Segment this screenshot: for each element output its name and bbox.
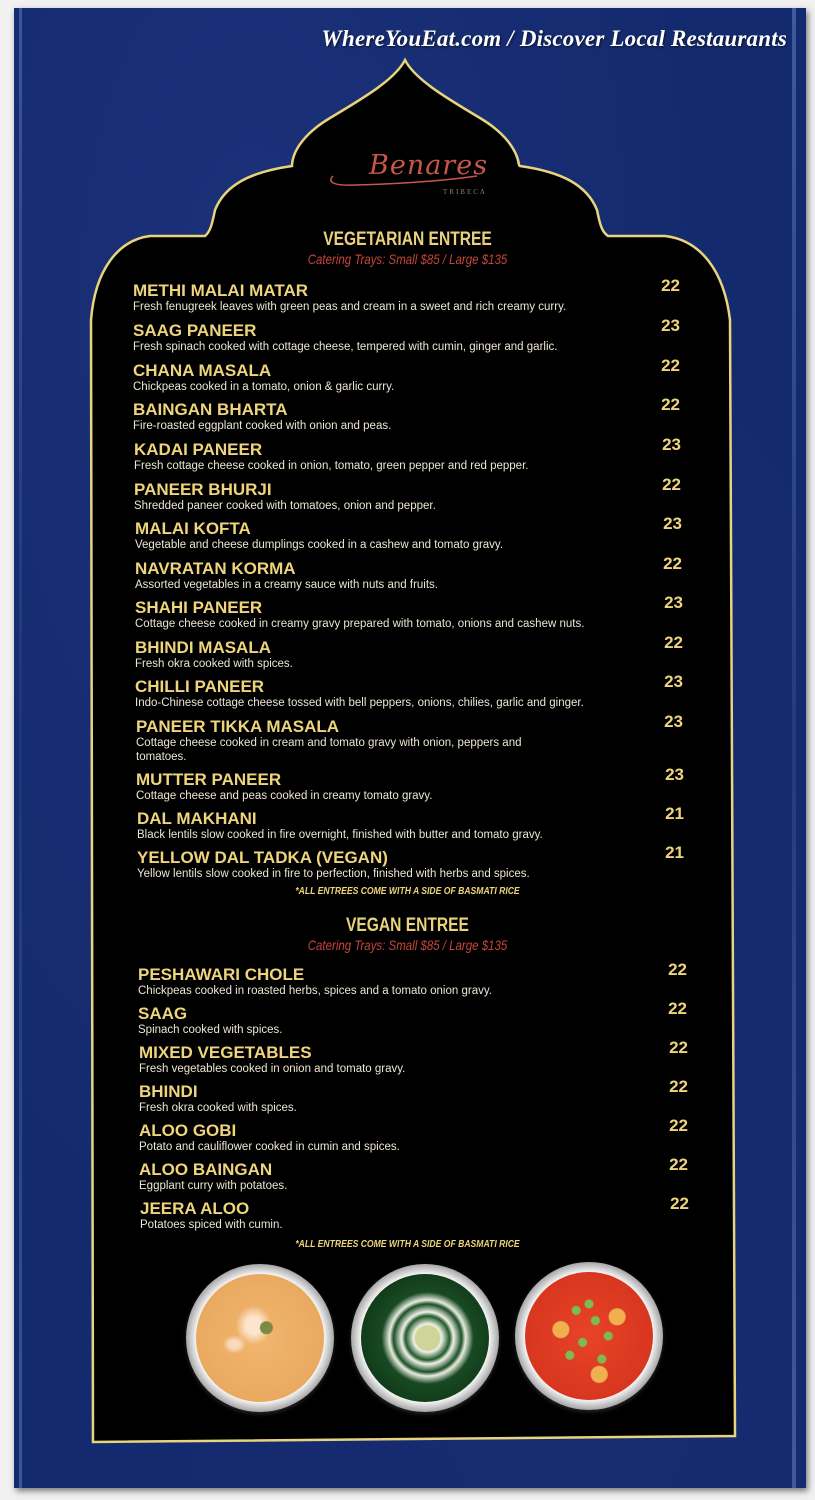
- section-title-vegan: VEGAN ENTREE: [346, 915, 469, 936]
- item-name: JEERA ALOO: [140, 1199, 250, 1218]
- item-name: MUTTER PANEER: [136, 770, 282, 789]
- item-price: 22: [664, 633, 683, 652]
- item-description: Fire-roasted eggplant cooked with onion and peas.: [133, 420, 392, 432]
- menu-item: [135, 677, 584, 710]
- item-price: 22: [661, 395, 680, 414]
- menu-item: [139, 1121, 400, 1154]
- menu-item: [133, 400, 391, 433]
- item-name: BAINGAN BHARTA: [133, 400, 288, 419]
- menu-item: [138, 965, 492, 998]
- item-name: ALOO BAINGAN: [139, 1160, 273, 1179]
- item-description: Assorted vegetables in a creamy sauce with nuts and fruits.: [135, 579, 438, 591]
- item-name: NAVRATAN KORMA: [135, 559, 296, 578]
- item-price: 22: [663, 554, 682, 573]
- item-description: Cottage cheese cooked in creamy gravy prepared with tomato, onions and cashew nuts.: [135, 618, 585, 630]
- item-price: 23: [662, 435, 681, 454]
- item-name: CHANA MASALA: [133, 361, 272, 380]
- item-description: Vegetable and cheese dumplings cooked in a cashew and tomato gravy.: [135, 539, 504, 551]
- item-price: 23: [665, 765, 684, 784]
- menu-item: [137, 809, 543, 842]
- item-price: 22: [668, 999, 687, 1018]
- menu-item: [136, 717, 546, 764]
- item-name: DAL MAKHANI: [137, 809, 257, 828]
- item-description: Fresh cottage cheese cooked in onion, tomato, green pepper and red pepper.: [134, 460, 529, 472]
- item-name: SAAG: [138, 1004, 188, 1023]
- menu-item: [139, 1043, 405, 1076]
- item-price: 22: [661, 276, 680, 295]
- menu-item: [139, 1082, 297, 1115]
- saag-bowl-photo: [351, 1264, 499, 1412]
- item-description: Chickpeas cooked in a tomato, onion & garlic curry.: [133, 381, 395, 393]
- item-price: 21: [665, 843, 684, 862]
- item-description: Spinach cooked with spices.: [138, 1024, 283, 1036]
- item-description: Cottage cheese cooked in cream and tomato gravy with onion, peppers and tomatoes.: [136, 737, 522, 763]
- item-description: Fresh okra cooked with spices.: [139, 1102, 297, 1114]
- item-price: 23: [664, 672, 683, 691]
- section-title-vegetarian: VEGETARIAN ENTREE: [323, 229, 492, 250]
- item-name: SAAG PANEER: [133, 321, 257, 340]
- menu-item: [135, 519, 503, 552]
- rice-note-vegetarian: *ALL ENTREES COME WITH A SIDE OF BASMATI RICE: [295, 885, 520, 897]
- menu-item: [138, 1004, 282, 1037]
- korma-curry-image: [196, 1274, 324, 1402]
- menu-item: [139, 1160, 287, 1193]
- item-name: CHILLI PANEER: [135, 677, 265, 696]
- item-price: 22: [669, 1038, 688, 1057]
- item-name: PANEER BHURJI: [134, 480, 272, 499]
- menu-item: [140, 1199, 283, 1232]
- menu-item: [135, 638, 293, 671]
- menu-item: [134, 480, 436, 513]
- item-price: 22: [668, 960, 687, 979]
- item-price: 22: [669, 1077, 688, 1096]
- menu-item: [135, 559, 438, 592]
- item-description: Fresh vegetables cooked in onion and tomato gravy.: [139, 1063, 406, 1075]
- item-name: PANEER TIKKA MASALA: [136, 717, 340, 736]
- rice-note-vegan: *ALL ENTREES COME WITH A SIDE OF BASMATI RICE: [295, 1238, 520, 1250]
- item-description: Shredded paneer cooked with tomatoes, onion and pepper.: [134, 500, 436, 512]
- item-description: Fresh okra cooked with spices.: [135, 658, 293, 670]
- item-name: METHI MALAI MATAR: [133, 281, 309, 300]
- item-name: KADAI PANEER: [134, 440, 263, 459]
- logo-name: Benares: [369, 150, 489, 181]
- item-name: PESHAWARI CHOLE: [138, 965, 305, 984]
- item-name: BHINDI MASALA: [135, 638, 271, 657]
- item-description: Cottage cheese and peas cooked in creamy tomato gravy.: [136, 790, 433, 802]
- item-price: 23: [661, 316, 680, 335]
- item-price: 21: [665, 804, 684, 823]
- item-price: 23: [663, 514, 682, 533]
- menu-item: [133, 281, 566, 314]
- site-watermark: WhereYouEat.com / Discover Local Restaurants: [321, 26, 787, 51]
- item-price: 22: [669, 1155, 688, 1174]
- item-name: ALOO GOBI: [139, 1121, 237, 1140]
- menu-item: [135, 598, 584, 631]
- item-name: MALAI KOFTA: [135, 519, 251, 538]
- item-name: BHINDI: [139, 1082, 198, 1101]
- mutter-paneer-bowl-photo: [515, 1262, 663, 1410]
- logo-location: TRIBECA: [443, 188, 487, 196]
- item-description: Black lentils slow cooked in fire overnight, finished with butter and tomato gravy.: [137, 829, 543, 841]
- item-price: 23: [664, 712, 683, 731]
- item-name: MIXED VEGETABLES: [139, 1043, 312, 1062]
- korma-bowl-photo: [186, 1264, 334, 1412]
- menu-item: [137, 848, 530, 881]
- item-name: SHAHI PANEER: [135, 598, 263, 617]
- mutter-paneer-image: [525, 1272, 653, 1400]
- restaurant-logo: [325, 150, 495, 200]
- saag-curry-image: [361, 1274, 489, 1402]
- item-price: 22: [669, 1116, 688, 1135]
- menu-item: [133, 361, 394, 394]
- item-description: Chickpeas cooked in roasted herbs, spices and a tomato onion gravy.: [138, 985, 492, 997]
- item-description: Yellow lentils slow cooked in fire to perfection, finished with herbs and spices.: [137, 868, 530, 880]
- item-name: YELLOW DAL TADKA (VEGAN): [137, 848, 388, 867]
- item-description: Eggplant curry with potatoes.: [139, 1180, 288, 1192]
- section-subtitle-vegan: Catering Trays: Small $85 / Large $135: [307, 937, 508, 953]
- item-price: 22: [670, 1194, 689, 1213]
- item-description: Indo-Chinese cottage cheese tossed with bell peppers, onions, chilies, garlic and ginger.: [135, 697, 584, 709]
- item-description: Potato and cauliflower cooked in cumin and spices.: [139, 1141, 400, 1153]
- item-price: 23: [664, 593, 683, 612]
- item-price: 22: [661, 356, 680, 375]
- item-description: Fresh fenugreek leaves with green peas and cream in a sweet and rich creamy curry.: [133, 301, 567, 313]
- item-description: Potatoes spiced with cumin.: [140, 1219, 283, 1231]
- item-price: 22: [662, 475, 681, 494]
- menu-item: [136, 770, 432, 803]
- item-description: Fresh spinach cooked with cottage cheese, tempered with cumin, ginger and garlic.: [133, 341, 558, 353]
- menu-item: [134, 440, 528, 473]
- section-subtitle-vegetarian: Catering Trays: Small $85 / Large $135: [307, 251, 508, 267]
- menu-item: [133, 321, 557, 354]
